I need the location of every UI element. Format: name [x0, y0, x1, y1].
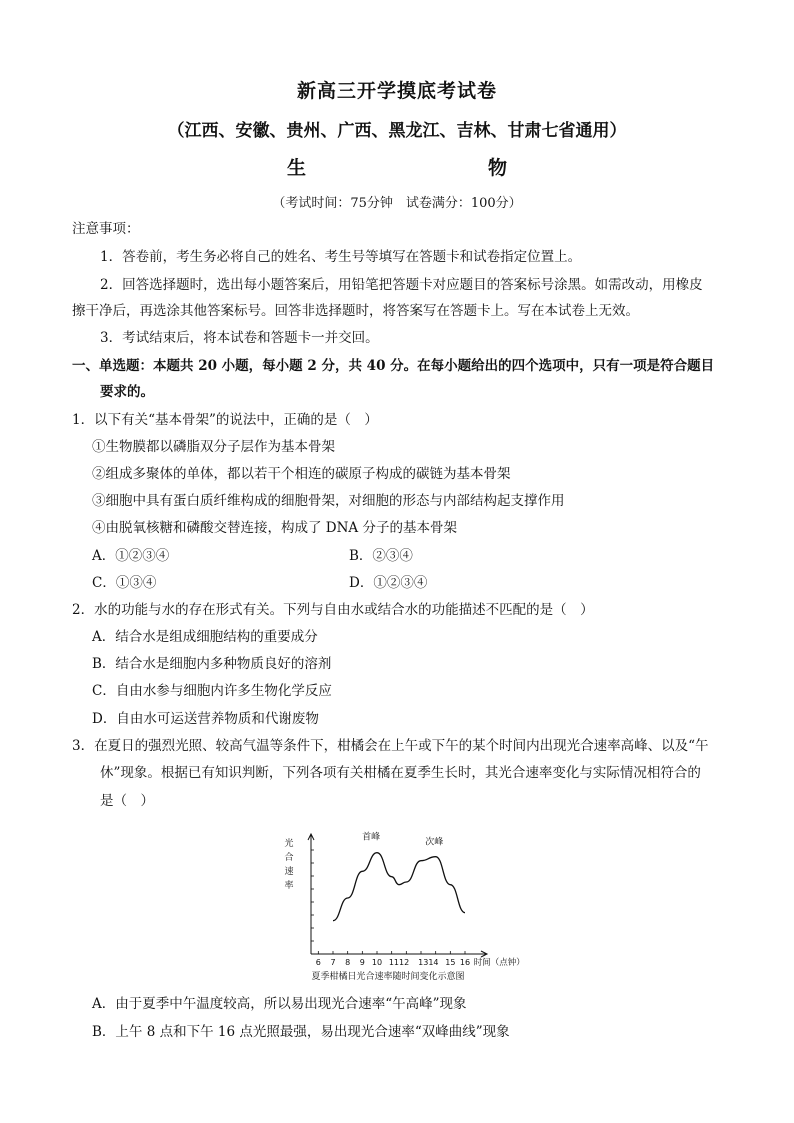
notice-item: 2．回答选择题时，选出每小题答案后，用铅笔把答题卡对应题目的答案标号涂黑。如需改动，用橡皮: [100, 277, 703, 293]
subject-title: 生 物: [286, 157, 555, 179]
question-1-option-a: A．①②③④: [92, 548, 170, 564]
notice-item: 擦干净后，再选涂其他答案标号。回答非选择题时，将答案写在答题卡上。写在本试卷上无效。: [72, 303, 639, 319]
question-2-option-b: B．结合水是细胞内多种物质良好的溶剂: [92, 656, 332, 672]
question-1-option-d: D．①②③④: [349, 575, 428, 591]
question-3-stem-cont: 休”现象。根据已有知识判断，下列各项有关柑橘在夏季生长时，其光合速率变化与实际情况相符合的: [100, 765, 701, 781]
first-peak-annotation: 首峰: [362, 832, 381, 843]
section-heading: 一、单选题：本题共 20 小题，每小题 2 分，共 40 分。在每小题给出的四个选项中，只有一项是符合题目: [72, 358, 715, 374]
notice-heading: 注意事项：: [72, 221, 140, 237]
question-3-stem-cont: 是（ ）: [100, 793, 154, 809]
exam-subtitle: （江西、安徽、贵州、广西、黑龙江、吉林、甘肃七省通用）: [167, 121, 627, 141]
x-axis-label: 时间（点钟）: [473, 958, 525, 968]
chart-caption: 夏季柑橘日光合速率随时间变化示意图: [311, 972, 465, 982]
photosynthesis-curve: [333, 853, 465, 921]
x-tick-label: 15: [445, 958, 456, 967]
x-tick-label: 6: [315, 958, 321, 967]
question-3-option-a: A．由于夏季中午温度较高，所以易出现光合速率“午高峰”现象: [92, 996, 467, 1012]
question-1-statement: ①生物膜都以磷脂双分子层作为基本骨架: [92, 439, 335, 455]
notice-item: 1．答卷前，考生务必将自己的姓名、考生号等填写在答题卡和试卷指定位置上。: [100, 249, 582, 265]
x-tick-label: 7: [330, 958, 336, 967]
question-1-statement: ④由脱氧核糖和磷酸交替连接，构成了 DNA 分子的基本骨架: [92, 520, 457, 536]
exam-title: 新高三开学摸底考试卷: [296, 80, 497, 102]
question-3-stem: 3．在夏日的强烈光照、较高气温等条件下，柑橘会在上午或下午的某个时间内出现光合速率高峰、以及“午: [72, 738, 709, 754]
x-tick-label: 1112: [388, 958, 410, 967]
exam-info: （考试时间：75分钟 试卷满分：100分）: [272, 196, 522, 211]
question-2-option-c: C．自由水参与细胞内许多生物化学反应: [92, 683, 332, 699]
question-1-statement: ③细胞中具有蛋白质纤维构成的细胞骨架，对细胞的形态与内部结构起支撑作用: [92, 493, 565, 509]
question-2-option-a: A．结合水是组成细胞结构的重要成分: [92, 629, 318, 645]
x-tick-label: 10: [371, 958, 383, 967]
chart-svg: [275, 826, 525, 986]
section-heading-cont: 要求的。: [100, 384, 154, 400]
question-1-stem: 1．以下有关“基本骨架”的说法中，正确的是（ ）: [72, 412, 378, 428]
x-tick-label: 1314: [418, 958, 439, 967]
y-axis-label: 率: [284, 881, 294, 891]
question-2-option-d: D．自由水可运送营养物质和代谢废物: [92, 711, 319, 727]
x-tick-label: 8: [345, 958, 351, 967]
x-tick-label: 9: [359, 958, 365, 967]
notice-item: 3．考试结束后，将本试卷和答题卡一并交回。: [100, 330, 379, 346]
second-peak-annotation: 次峰: [425, 837, 444, 848]
question-1-statement: ②组成多聚体的单体，都以若干个相连的碳原子构成的碳链为基本骨架: [92, 466, 511, 482]
x-tick-label: 16: [459, 958, 471, 967]
y-axis-label: 合: [284, 853, 294, 863]
question-3-option-b: B．上午 8 点和下午 16 点光照最强，易出现光合速率“双峰曲线”现象: [92, 1024, 510, 1040]
photosynthesis-chart: [275, 826, 525, 986]
y-axis-label: 速: [284, 867, 294, 877]
y-axis-label: 光: [284, 839, 294, 849]
question-1-option-b: B．②③④: [349, 548, 413, 564]
question-2-stem: 2．水的功能与水的存在形式有关。下列与自由水或结合水的功能描述不匹配的是（ ）: [72, 602, 594, 618]
question-1-option-c: C．①③④: [92, 575, 157, 591]
